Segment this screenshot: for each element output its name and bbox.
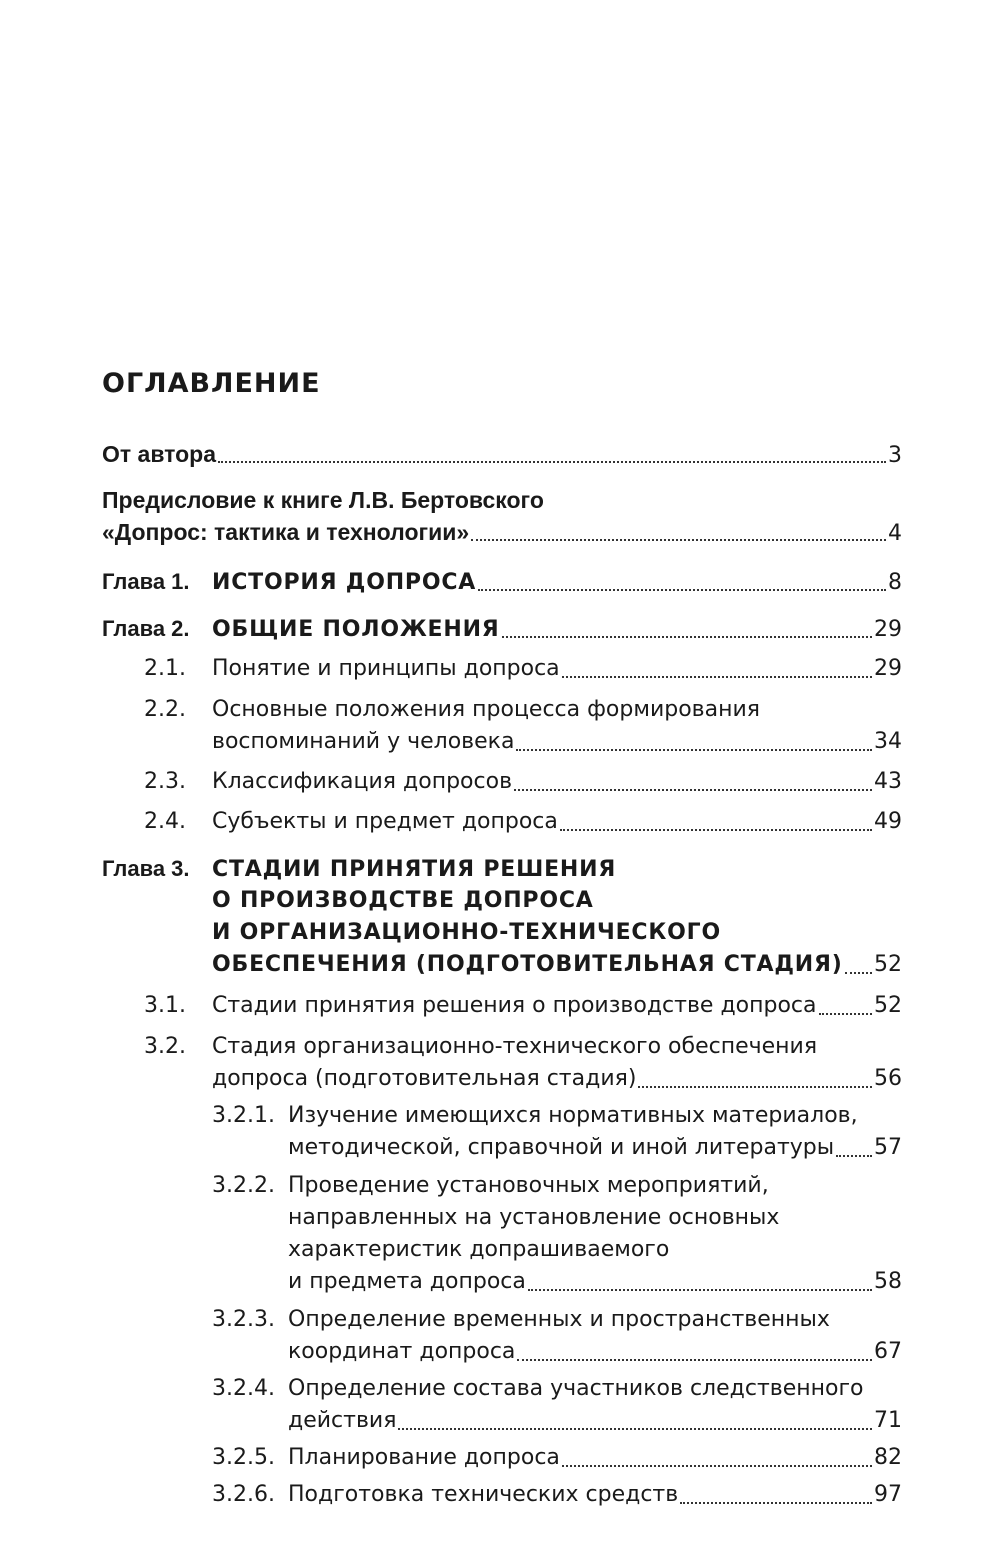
entry-text-line1: Предисловие к книге Л.В. Бертовского [102, 487, 544, 513]
section-title-line3: характеристик допрашиваемого [288, 1237, 670, 1262]
leader-dots [471, 539, 886, 541]
section-title-line2: координат допроса [288, 1339, 516, 1364]
page-number: 52 [874, 952, 902, 977]
leader-dots [562, 1465, 872, 1467]
page-number: 3 [888, 443, 902, 468]
page-number: 43 [874, 769, 902, 794]
toc-entry-section-3-1[interactable] [0, 990, 1000, 1022]
chapter-label: Глава 1. [102, 569, 190, 594]
section-title: Понятие и принципы допроса [212, 656, 560, 681]
page-number: 29 [874, 617, 902, 642]
toc-entry-section-2-2[interactable] [0, 694, 1000, 758]
chapter-title-line2: О ПРОИЗВОДСТВЕ ДОПРОСА [212, 888, 594, 913]
leader-dots [516, 749, 872, 751]
section-title: Классификация допросов [212, 769, 513, 794]
section-number: 3.2.4. [212, 1376, 275, 1401]
section-title: Стадии принятия решения о производстве допроса [212, 993, 817, 1018]
leader-dots [514, 789, 872, 791]
leader-dots [819, 1013, 873, 1015]
entry-text: От автора [102, 441, 217, 467]
chapter-title: ИСТОРИЯ ДОПРОСА [212, 570, 477, 595]
leader-dots [638, 1086, 872, 1088]
chapter-label: Глава 2. [102, 616, 190, 641]
section-number: 2.2. [144, 697, 186, 722]
toc-entry-section-3-2-3[interactable] [0, 1304, 1000, 1368]
page-number: 82 [874, 1445, 902, 1470]
section-number: 3.2.5. [212, 1445, 275, 1470]
leader-dots [398, 1428, 872, 1430]
section-number: 3.2. [144, 1034, 186, 1059]
toc-entry-section-3-2-6[interactable] [0, 1479, 1000, 1511]
leader-dots [478, 589, 886, 591]
page-number: 97 [874, 1482, 902, 1507]
section-number: 3.2.3. [212, 1307, 275, 1332]
section-title: Подготовка технических средств [288, 1482, 679, 1507]
chapter-title: ОБЩИЕ ПОЛОЖЕНИЯ [212, 617, 500, 642]
section-title-line1: Изучение имеющихся нормативных материалов, [288, 1103, 858, 1128]
chapter-label: Глава 3. [102, 856, 190, 881]
section-title-line1: Определение состава участников следственного [288, 1376, 864, 1401]
toc-entry-chapter-3[interactable] [0, 853, 1000, 981]
page-number: 57 [874, 1135, 902, 1160]
toc-entry-section-3-2[interactable] [0, 1031, 1000, 1095]
page-number: 29 [874, 656, 902, 681]
section-number: 2.4. [144, 809, 186, 834]
section-title-line1: Определение временных и пространственных [288, 1307, 830, 1332]
toc-entry-section-3-2-2[interactable] [0, 1170, 1000, 1298]
toc-entry-section-3-2-1[interactable] [0, 1100, 1000, 1164]
page-number: 34 [874, 729, 902, 754]
chapter-title-line3: И ОРГАНИЗАЦИОННО-ТЕХНИЧЕСКОГО [212, 920, 721, 945]
leader-dots [562, 676, 872, 678]
section-title-line2: методической, справочной и иной литературы [288, 1135, 835, 1160]
section-title: Субъекты и предмет допроса [212, 809, 558, 834]
page-number: 71 [874, 1408, 902, 1433]
page-number: 56 [874, 1066, 902, 1091]
section-title-line2: действия [288, 1408, 397, 1433]
page-number: 52 [874, 993, 902, 1018]
toc-entry-chapter-2[interactable] [0, 613, 1000, 645]
leader-dots [517, 1359, 872, 1361]
toc-entry-section-2-3[interactable] [0, 766, 1000, 798]
section-number: 3.2.6. [212, 1482, 275, 1507]
section-title-line1: Основные положения процесса формирования [212, 697, 761, 722]
leader-dots [502, 636, 872, 638]
leader-dots [560, 829, 872, 831]
toc-entry-author[interactable] [0, 438, 1000, 470]
entry-text-line2: «Допрос: тактика и технологии» [102, 519, 470, 545]
toc-entry-chapter-1[interactable] [0, 566, 1000, 598]
section-number: 3.2.2. [212, 1173, 275, 1198]
section-title-line1: Стадия организационно-технического обеспечения [212, 1034, 818, 1059]
toc-entry-section-3-2-4[interactable] [0, 1373, 1000, 1437]
toc-entry-preface[interactable] [0, 484, 1000, 548]
page-number: 67 [874, 1339, 902, 1364]
section-number: 3.1. [144, 993, 186, 1018]
page-number: 4 [888, 521, 902, 546]
toc-entry-section-3-2-5[interactable] [0, 1442, 1000, 1474]
page-number: 58 [874, 1269, 902, 1294]
chapter-title-line4: ОБЕСПЕЧЕНИЯ (ПОДГОТОВИТЕЛЬНАЯ СТАДИЯ) [212, 952, 843, 977]
leader-dots [680, 1502, 872, 1504]
section-number: 2.3. [144, 769, 186, 794]
toc-entry-section-2-4[interactable] [0, 806, 1000, 838]
section-title-line2: направленных на установление основных [288, 1205, 780, 1230]
section-title-line1: Проведение установочных мероприятий, [288, 1173, 769, 1198]
section-number: 2.1. [144, 656, 186, 681]
toc-entry-section-2-1[interactable] [0, 653, 1000, 685]
leader-dots [845, 972, 872, 974]
leader-dots [528, 1289, 872, 1291]
page-number: 49 [874, 809, 902, 834]
section-title-line4: и предмета допроса [288, 1269, 526, 1294]
section-title: Планирование допроса [288, 1445, 560, 1470]
section-number: 3.2.1. [212, 1103, 275, 1128]
chapter-title-line1: СТАДИИ ПРИНЯТИЯ РЕШЕНИЯ [212, 857, 617, 882]
section-title-line2: допроса (подготовительная стадия) [212, 1066, 637, 1091]
leader-dots [836, 1155, 872, 1157]
section-title-line2: воспоминаний у человека [212, 729, 515, 754]
page-title: ОГЛАВЛЕНИЕ [102, 368, 321, 399]
leader-dots [218, 461, 886, 463]
page-number: 8 [888, 570, 902, 595]
